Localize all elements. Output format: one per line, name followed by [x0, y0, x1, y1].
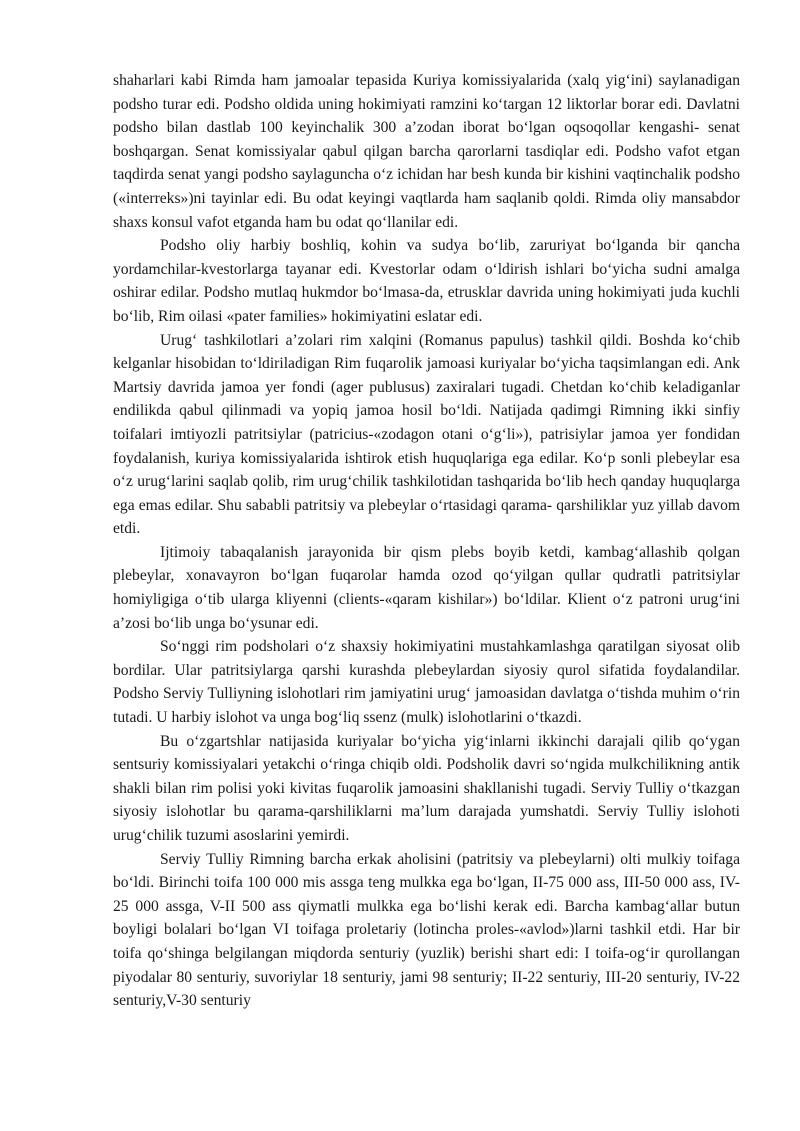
paragraph-2: Podsho oliy harbiy boshliq, kohin va sudya bo‘lib, zaruriyat bo‘lganda bir qancha yordamchilar-kvestorlarga tayanar edi. Kvestorlar odam o‘ldirish ishlari bo‘yicha sudni amalga oshirar edilar. Podsho mutlaq hukmdor bo‘lmasa-da, etrusklar davrida uning hokimiyati juda kuchli bo‘lib, Rim oilasi «pater families» hokimiyatini eslatar edi.: [113, 237, 740, 325]
paragraph-7: Serviy Tulliy Rimning barcha erkak aholisini (patritsiy va plebeylarni) olti mulkiy toifaga bo‘ldi. Birinchi toifa 100 000 mis assga teng mulkka ega bo‘lgan, II-75 000 ass, III-50 000 ass, IV-25 000 assga, V-II 500 ass qiymatli mulkka ega bo‘lishi kerak edi. Barcha kambag‘allar butun boyligi bolalari bo‘lgan VI toifaga proletariy (lotincha proles-«avlod»)larni tashkil etdi. Har bir toifa qo‘shinga belgilangan miqdorda senturiy (yuzlik) berishi shart edi: I toifa-og‘ir qurollangan piyodalar 80 senturiy, suvoriylar 18 senturiy, jami 98 senturiy; II-22 senturiy, III-20 senturiy, IV-22 senturiy,V-30 senturiy: [113, 850, 740, 1010]
paragraph-6: Bu o‘zgartshlar natijasida kuriyalar bo‘yicha yig‘inlarni ikkinchi darajali qilib qo‘ygan sentsuriy komissiyalari yetakchi o‘ringa chiqib oldi. Podsholik davri so‘ngida mulkchilikning antik shakli bilan rim polisi yoki kivitas fuqarolik jamoasini shakllanishi tugadi. Serviy Tulliy o‘tkazgan siyosiy islohotlar bu qarama-qarshiliklarni ma’lum darajada yumshatdi. Serviy Tulliy islohoti urug‘chilik tuzumi asoslarini yemirdi.: [113, 732, 740, 844]
document-page: [113, 69, 740, 1013]
paragraph-3: Urug‘ tashkilotlari a’zolari rim xalqini (Romanus papulus) tashkil qildi. Boshda ko‘chib kelganlar hisobidan to‘ldiriladigan Rim fuqarolik jamoasi kuriyalar bo‘yicha taqsimlangan edi. Ank Martsiy davrida jamoa yer fondi (ager publusus) zaxiralari tugadi. Chetdan ko‘chib keladiganlar endilikda qabul qilinmadi va yopiq jamoa hosil bo‘ldi. Natijada qadimgi Rimning ikki sinfiy toifalari imtiyozli patritsiylar (patricius-«zodagon otani o‘g‘li»), patrisiylar jamoa yer fondidan foydalanish, kuriya komissiyalarida ishtirok etish huquqlariga ega edilar. Ko‘p sonli plebeylar esa o‘z urug‘larini saqlab qolib, rim urug‘chilik tashkilotidan tashqarida bo‘lib hech qanday huquqlarga ega emas edilar. Shu sababli patritsiy va plebeylar o‘rtasidagi qarama- qarshiliklar yuz yillab davom etdi.: [113, 331, 740, 538]
paragraph-5: So‘nggi rim podsholari o‘z shaxsiy hokimiyatini mustahkamlashga qaratilgan siyosat olib bordilar. Ular patritsiylarga qarshi kurashda plebeylardan siyosiy qurol sifatida foydalandilar. Podsho Serviy Tulliyning islohotlari rim jamiyatini urug‘ jamoasidan davlatga o‘tishda muhim o‘rin tutadi. U harbiy islohot va unga bog‘liq ssenz (mulk) islohotlarini o‘tkazdi.: [113, 638, 740, 727]
paragraph-1: shaharlari kabi Rimda ham jamoalar tepasida Kuriya komissiyalarida (xalq yig‘ini) saylanadigan podsho turar edi. Podsho oldida uning hokimiyati ramzini ko‘targan 12 liktorlar borar edi. Davlatni podsho bilan dastlab 100 keyinchalik 300 a’zodan iborat bo‘lgan oqsoqollar kengashi- senat boshqargan. Senat komissiyalar qabul qilgan barcha qarorlarni tasdiqlar edi. Podsho vafot etgan taqdirda senat yangi podsho saylaguncha o‘z ichidan har besh kunda bir kishini vaqtinchalik podsho («interreks»)ni tayinlar edi. Bu odat keyingi vaqtlarda ham saqlanib qoldi. Rimda oliy mansabdor shaxs konsul vafot etganda ham bu odat qo‘llanilar edi.: [113, 72, 740, 231]
paragraph-4: Ijtimoiy tabaqalanish jarayonida bir qism plebs boyib ketdi, kambag‘allashib qolgan plebeylar, xonavayron bo‘lgan fuqarolar hamda ozod qo‘yilgan qullar qudratli patritsiylar homiyligiga o‘tib ularga kliyenni (clients-«qaram kishilar») bo‘ldilar. Klient o‘z patroni urug‘ini a’zosi bo‘lib unga bo‘ysunar edi.: [113, 543, 740, 632]
